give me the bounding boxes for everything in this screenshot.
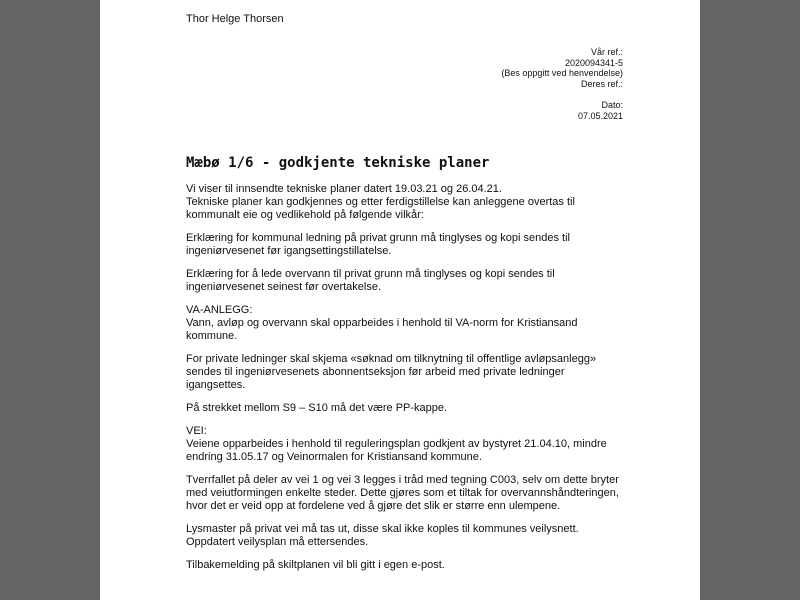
ref-note: (Bes oppgitt ved henvendelse) (501, 68, 623, 78)
recipient-name: Thor Helge Thorsen (186, 13, 284, 25)
letter-body (186, 183, 626, 582)
va-paragraph: Vann, avløp og overvann skal opparbeides i henhold til VA-norm for Kristiansand kommune. (186, 317, 578, 342)
intro-paragraph-1: Vi viser til innsendte tekniske planer datert 19.03.21 og 26.04.21. (186, 183, 502, 195)
their-ref-label: Deres ref.: (580, 78, 623, 89)
ref-spacer (501, 89, 623, 100)
date-value: 07.05.2021 (577, 110, 623, 121)
intro-paragraph-2: Tekniske planer kan godkjennes og etter ferdigstillelse kan anleggene overtas til kommunalt eie og vedlikehold på følgende vilkår: (186, 196, 575, 221)
va-heading: VA-ANLEGG: (186, 304, 253, 316)
closing-paragraph: Tilbakemelding på skiltplanen vil bli gitt i egen e-post. (186, 559, 445, 571)
date-label: Dato: (601, 100, 623, 110)
va-pp-paragraph: På strekket mellom S9 – S10 må det være PP-kappe. (186, 402, 448, 414)
vei-lys-paragraph: Lysmaster på privat vei må tas ut, disse skal ikke koples til kommunes veilysnett. Oppdatert veilysplan må ettersendes. (186, 523, 579, 548)
condition-paragraph-2: Erklæring for å lede overvann til privat grunn må tinglyses og kopi sendes til ingeniørvesenet seinest før overtakelse. (186, 268, 555, 293)
vei-heading: VEI: (186, 425, 207, 437)
va-private-paragraph: For private ledninger skal skjema «søknad om tilknytning til offentlige avløpsanlegg» sendes til ingeniørvesenets abonnentseksjon før arbeid med private ledninger igangsettes. (186, 353, 597, 391)
vei-paragraph: Veiene opparbeides i henhold til reguleringsplan godkjent av bystyret 21.04.10, mindre endring 31.05.17 og Veinormalen for Kristiansand kommune. (186, 438, 607, 463)
document-page (100, 0, 700, 600)
our-ref-label: Vår ref.: (590, 47, 623, 57)
reference-block (501, 47, 623, 121)
letter-subject: Mæbø 1/6 - godkjente tekniske planer (186, 155, 490, 171)
our-ref-value: 2020094341-5 (564, 57, 623, 68)
vei-tverrfall-paragraph: Tverrfallet på deler av vei 1 og vei 3 legges i tråd med tegning C003, selv om dette bryter med veiutformingen enkelte steder. Dette gjøres som et tiltak for overvannshåndteringen, hvor det er veid opp at fordelene ved å gjøre det slik er større enn ulempene. (186, 474, 619, 512)
condition-paragraph-1: Erklæring for kommunal ledning på privat grunn må tinglyses og kopi sendes til ingeniørvesenet før igangsettingstillatelse. (186, 232, 570, 257)
